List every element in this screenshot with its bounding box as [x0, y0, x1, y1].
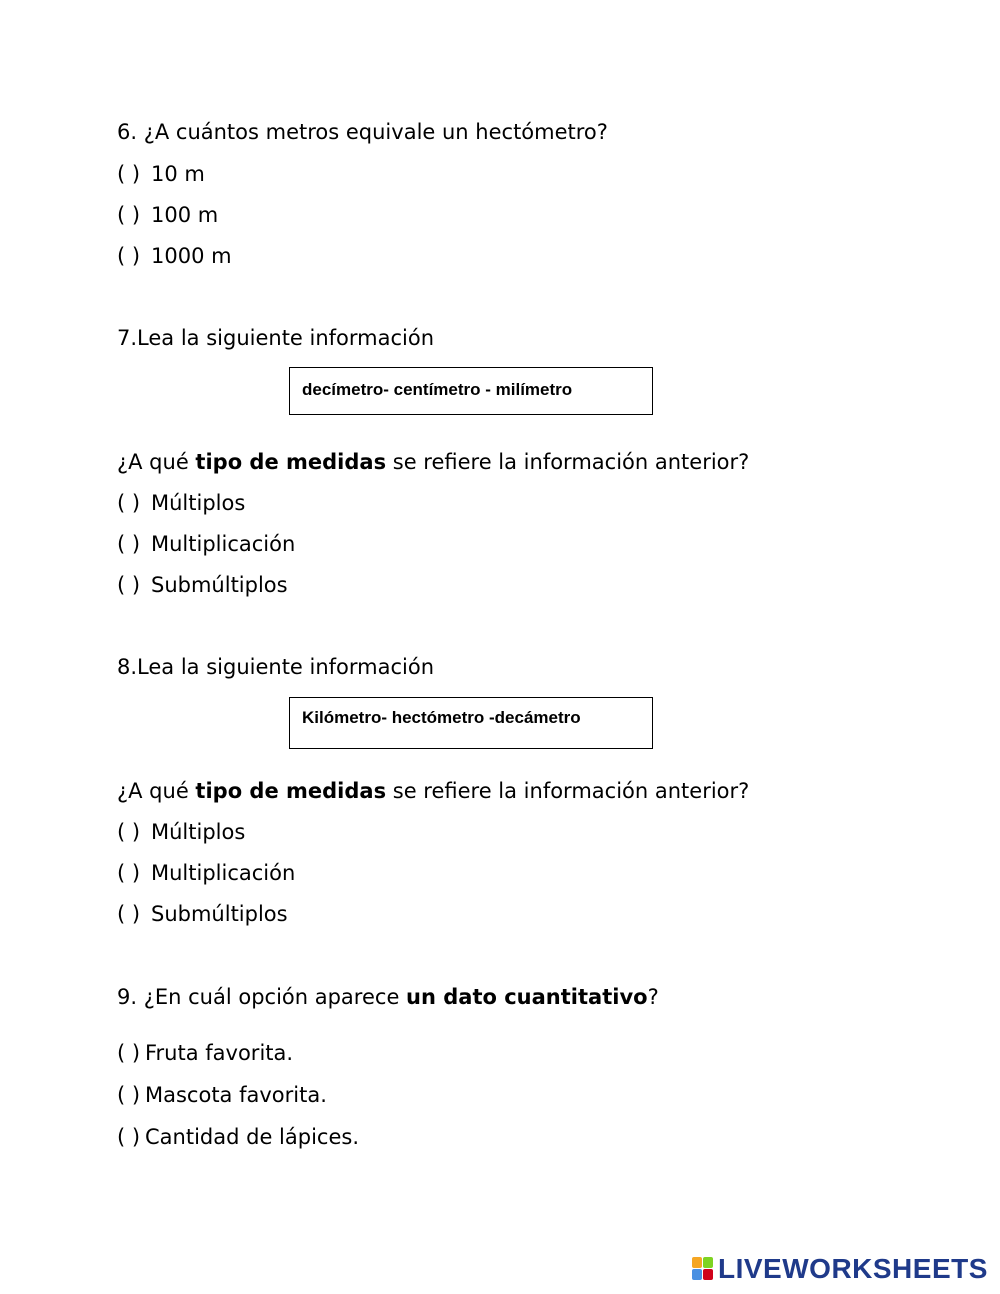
question-8-intro: 8.Lea la siguiente información [117, 655, 435, 679]
q9-text-pre: 9. ¿En cuál opción aparece [117, 985, 407, 1009]
option-label: Fruta favorita. [145, 1041, 294, 1065]
q6-option-1[interactable] [117, 160, 205, 188]
q7-info-box: decímetro- centímetro - milímetro [289, 367, 653, 415]
option-label: 1000 m [151, 244, 232, 268]
option-label: Submúltiplos [151, 573, 288, 597]
q9-option-3[interactable] [117, 1123, 359, 1151]
option-label: Multiplicación [151, 861, 296, 885]
q8-option-2[interactable] [117, 859, 295, 887]
brand-name: LIVEWORKSHEETS [718, 1253, 988, 1284]
q7-option-3[interactable] [117, 571, 288, 599]
q8-text-bold: tipo de medidas [195, 779, 387, 803]
q7-text-pre: ¿A qué [117, 450, 196, 474]
q7-option-1[interactable] [117, 489, 245, 517]
option-checkbox[interactable]: ( ) [117, 861, 141, 885]
q6-option-3[interactable] [117, 242, 232, 270]
q7-option-2[interactable] [117, 530, 295, 558]
option-label: Submúltiplos [151, 902, 288, 926]
q9-text-bold: un dato cuantitativo [406, 985, 648, 1009]
option-label: Cantidad de lápices. [145, 1125, 359, 1149]
option-checkbox[interactable]: ( ) [117, 1083, 141, 1107]
option-checkbox[interactable]: ( ) [117, 1125, 141, 1149]
q9-option-1[interactable] [117, 1039, 293, 1067]
option-checkbox[interactable]: ( ) [117, 820, 141, 844]
q9-text-post: ? [647, 985, 659, 1009]
option-checkbox[interactable]: ( ) [117, 162, 141, 186]
question-6: 6. ¿A cuántos metros equivale un hectómetro? [117, 120, 608, 144]
question-7 [117, 448, 749, 476]
q8-text-post: se refiere la información anterior? [386, 779, 750, 803]
option-label: 100 m [151, 203, 219, 227]
question-8 [117, 777, 749, 805]
liveworksheets-brand [692, 1254, 988, 1284]
option-checkbox[interactable]: ( ) [117, 491, 141, 515]
q8-option-3[interactable] [117, 900, 288, 928]
question-9 [117, 983, 659, 1011]
q6-option-2[interactable] [117, 201, 218, 229]
option-label: 10 m [151, 162, 205, 186]
option-checkbox[interactable]: ( ) [117, 532, 141, 556]
q8-info-box: Kilómetro- hectómetro -decámetro [289, 697, 653, 749]
option-checkbox[interactable]: ( ) [117, 203, 141, 227]
option-label: Múltiplos [151, 820, 246, 844]
q7-text-bold: tipo de medidas [195, 450, 387, 474]
liveworksheets-logo-icon [692, 1257, 714, 1281]
option-checkbox[interactable]: ( ) [117, 902, 141, 926]
question-7-intro: 7.Lea la siguiente información [117, 326, 435, 350]
option-checkbox[interactable]: ( ) [117, 573, 141, 597]
option-label: Multiplicación [151, 532, 296, 556]
q8-option-1[interactable] [117, 818, 245, 846]
option-checkbox[interactable]: ( ) [117, 1041, 141, 1065]
option-label: Múltiplos [151, 491, 246, 515]
q8-text-pre: ¿A qué [117, 779, 196, 803]
q7-text-post: se refiere la información anterior? [386, 450, 750, 474]
option-label: Mascota favorita. [145, 1083, 327, 1107]
q9-option-2[interactable] [117, 1081, 327, 1109]
option-checkbox[interactable]: ( ) [117, 244, 141, 268]
